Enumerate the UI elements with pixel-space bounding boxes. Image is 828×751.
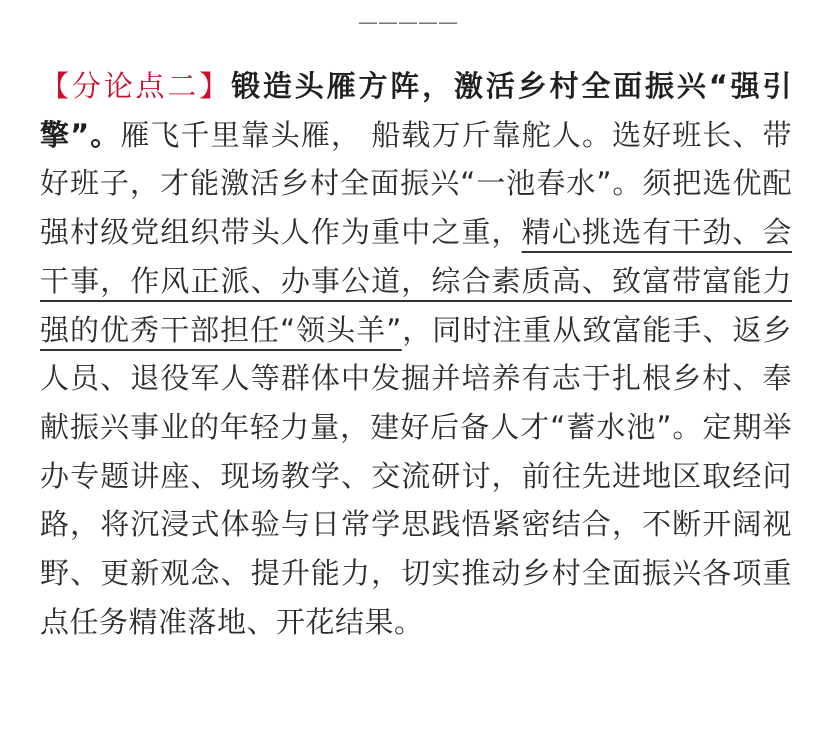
top-divider: —————	[358, 10, 458, 34]
section-heading: 锻造头雁方阵，激活乡村全面振兴“强引擎”。	[40, 69, 792, 152]
intro-text: 雁飞千里靠头雁， 船载万斤靠舵人。选好班长、带好班子，才能激活乡村全面振兴“一池春水”。须把选优配强村级党组织带头人作为重中之重，	[40, 117, 792, 250]
underlined-text: 精心挑选有干劲、会干事，作风正派、办事公道，综合素质高、致富带富能力强的优秀干部担任“领头羊”	[40, 215, 792, 347]
section-tag: 【分论点二】	[40, 69, 232, 103]
article-paragraph	[40, 62, 792, 646]
body-text: ，同时注重从致富能手、返乡人员、退役军人等群体中发掘并培养有志于扎根乡村、奉献振兴事业的年轻力量，建好后备人才“蓄水池”。定期举办专题讲座、现场教学、交流研讨，前往先进地区取经问路，将沉浸式体验与日常学思践悟紧密结合，不断开阔视野、更新观念、提升能力，切实推动乡村全面振兴各项重点任务精准落地、开花结果。	[40, 312, 792, 639]
